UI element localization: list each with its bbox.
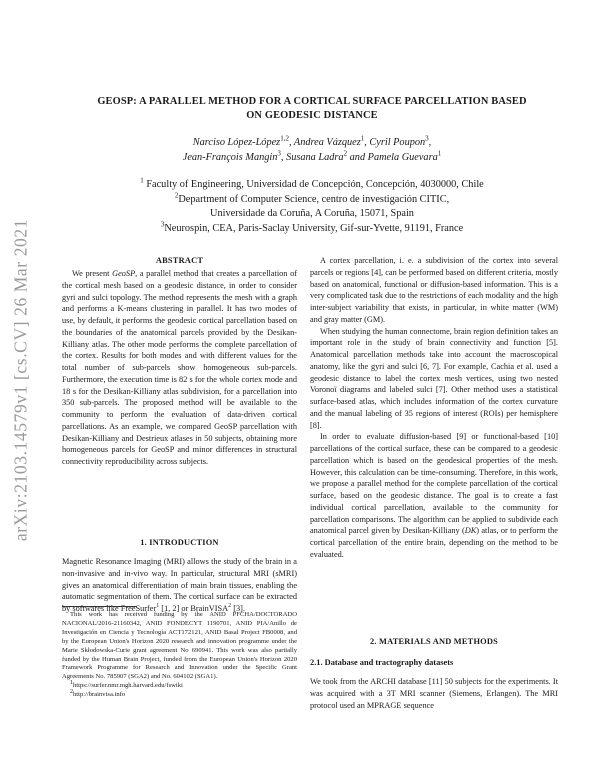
subsection-heading: 2.1. Database and tractography datasets: [310, 658, 454, 667]
author-name: Pamela Guevara: [367, 152, 438, 163]
abstract-heading: ABSTRACT: [155, 256, 204, 265]
footnote-item: $^2$http://brainvisa.info: [70, 688, 126, 699]
author-affil-sup: 1: [437, 149, 442, 158]
body-paragraph: When studying the human connectome, brain region definition takes an important role in the study of brain connectivity and function [5]. Anatomical parcellation methods take into account the macroscopical anatomy, like the gyri and sulci [6, 7]. For example, Cachia et al. used a geodesic distance to label the cortex mesh vertices, using two nested Voronoï diagrams and labeled sulci [7]. Other method uses a statistical surface-based atlas, which includes information of the cortex curvature and the manual labeling of 35 regions of interest (ROIs) per hemisphere [8].: [310, 326, 558, 430]
introduction-paragraph: Magnetic Resonance Imaging (MRI) allows the study of the brain in a non-invasive and in-vivo way. In particular, structural MRI (sMRI) gives an anatomical differentiation of main brain tissues, enabling the automatic segmentation of them. The cortical surface can be extracted by softwares like FreeSurfer$^1$ [1, 2] or BrainVISA$^2$ [3].: [62, 557, 297, 613]
footnote-item: $^1$https://surfer.nmr.mgh.harvard.edu/fswiki: [70, 680, 183, 690]
author-name: Susana Ladra: [286, 152, 344, 163]
author-affil-sup: 1: [360, 134, 365, 143]
title-line-1: GEOSP: A PARALLEL METHOD FOR A CORTICAL SURFACE PARCELLATION BASED: [97, 96, 527, 107]
author-affil-sup: 1,2: [280, 134, 289, 143]
author-affil-sup: 3: [425, 134, 429, 143]
affiliation-line: Universidade da Coruña, A Coruña, 15071, Spain: [210, 208, 414, 219]
intro-continued: [310, 255, 558, 561]
abstract-paragraph: We present GeoSP, a parallel method that creates a parcellation of the cortical mesh based on a geodesic distance, in order to consider gyri and sulci topology. The method represents the mesh with a graph and performs a K-means clustering in parallel. It has two modes of use, by default, it performs the geodesic cortical parcellation based on the boundaries of the anatomical parcels provided by the Desikan-Killiany atlas. The other mode performs the complete parcellation of the cortex. Results for both modes and with different values for the total number of sub-parcels show homogeneous sub-parcels. Furthermore, the execution time is 82 s for the whole cortex mode and 18 s for the Desikan-Killiany atlas subdivision, for a parcellation into 350 sub-parcels. The proposed method will be available to the community to perform the evaluation of data-driven cortical parcellations. As an example, we compared GeoSP parcellation with Desikan-Killiany and Destrieux atlases in 50 subjects, obtaining more homogeneous parcels for GeoSP and minor differences in structural connectivity reproducibility across subjects.: [62, 269, 297, 466]
footnotes: [62, 611, 297, 700]
author-affil-sup: 3: [277, 149, 281, 158]
subsection-body: [310, 676, 558, 711]
footnote-rule: [62, 606, 137, 607]
arxiv-identifier: [3, 190, 39, 570]
abstract-body: [62, 268, 297, 468]
paper-title: [62, 95, 562, 123]
author-line-2: Jean-François Mangin$^3$, Susana Ladra$^2$ and Pamela Guevara$^1$: [182, 149, 442, 163]
affiliation-line: $^2$Department of Computer Science, centro de investigación CITIC,: [174, 191, 450, 205]
author-name: Narciso López-López: [192, 137, 281, 148]
affiliation-line: $^1$ Faculty of Engineering, Universidad de Concepción, Concepción, 4030000, Chile: [140, 176, 484, 190]
title-line-2: ON GEODESIC DISTANCE: [246, 110, 378, 121]
affiliation-line: $^3$Neurospin, CEA, Paris-Saclay University, Gif-sur-Yvette, 91191, France: [160, 220, 464, 234]
arxiv-identifier-text: arXiv:2103.14579v1 [cs.CV] 26 Mar 2021: [10, 218, 31, 542]
funding-footnote: This work has received funding by the ANID PFCHA/DOCTORADO NACIONAL/2016-21160342, ANID FONDECYT 1190701, ANID PIA/Anillo de Investigación en Ciencia y Tecnología ACT172121, ANID Basal Project FB0008, and by the European Union's Horizon 2020 research and innovation programme under the Marie Skłodowska-Curie grant agreement No 690941. This work was also partially funded by the Human Brain Project, funded from the European Union's Horizon 2020 Framework Programme for Research and Innovation under the Specific Grant Agreements No. 785907 (SGA2) and No. 604102 (SGA1).: [62, 611, 297, 681]
author-list: [62, 135, 562, 165]
author-name: Cyril Poupon: [369, 137, 426, 148]
introduction-heading: 1. INTRODUCTION: [140, 538, 219, 547]
body-paragraph: In order to evaluate diffusion-based [9] or functional-based [10] parcellations of the cortical surface, these can be compared to a geodesic parcellation which is based on the geodesical properties of the mesh. However, this calculation can be time-consuming. Therefore, in this work, we propose a parallel method for the complete parcellation of the cortical surface, based on the geodesic distance. The goal is to create a fast individual cortical parcellation, available to the community for parcellation comparisons. The algorithm can be applied to subdivide each anatomical parcel given by Desikan-Killiany (DK) atlas, or to perform the cortical parcellation of the entire brain, depending on the method to be evaluated.: [310, 432, 558, 559]
affiliations: [62, 178, 562, 236]
body-paragraph: We took from the ARCHI database [11] 50 subjects for the experiments. It was acquired with a 3T MRI scanner (Siemens, Erlangen). The MRI protocol used an MPRAGE sequence: [310, 677, 558, 710]
author-name: Andrea Vázquez: [293, 137, 361, 148]
author-affil-sup: 2: [343, 149, 348, 158]
author-line-1: Narciso López-López$^{1,2}$, Andrea Vázquez$^1$, Cyril Poupon$^3$,: [192, 134, 432, 148]
author-name: Jean-François Mangin: [182, 152, 278, 163]
body-paragraph: A cortex parcellation, i. e. a subdivision of the cortex into several parcels or regions [4], can be performed based on different criteria, mostly based on anatomical, functional or diffusion-based information. This is a very complicated task due to the restrictions of each modality and the high inter-subject variability that exists, in particular, in white matter (WM) and gray matter (GM).: [310, 256, 558, 324]
section-2-heading: 2. MATERIALS AND METHODS: [370, 637, 498, 646]
